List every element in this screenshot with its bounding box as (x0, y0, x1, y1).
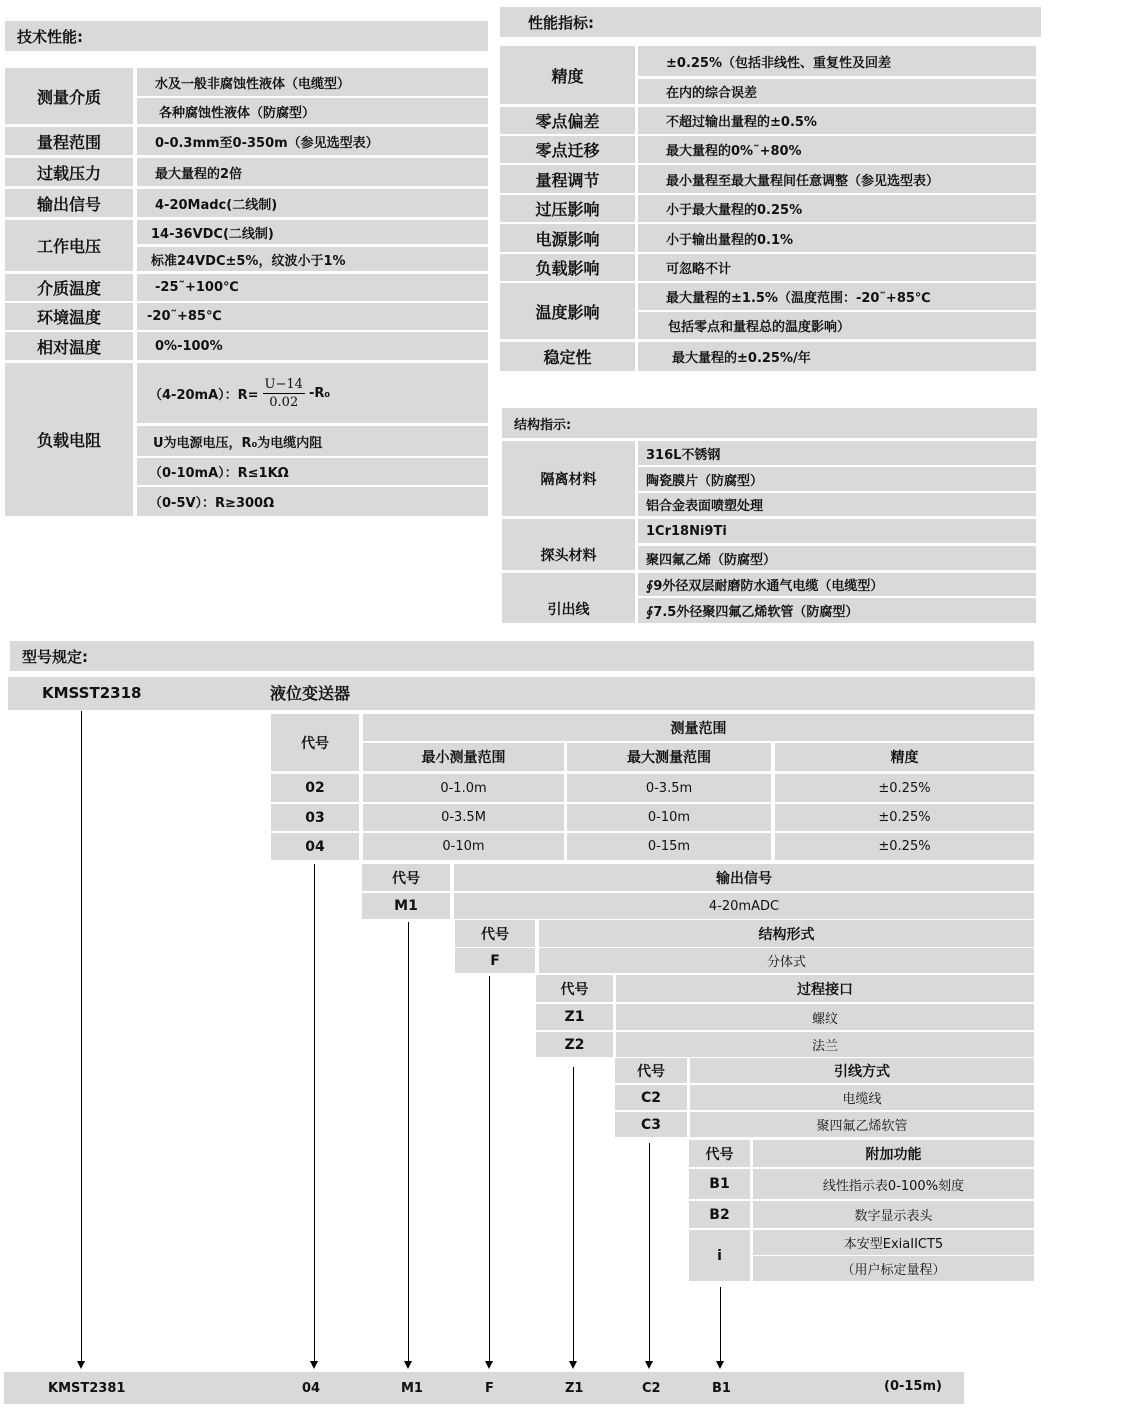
range-code-header: 代号 (271, 714, 359, 771)
tech-label: 介质温度 (5, 274, 133, 301)
perf-label: 温度影响 (500, 283, 635, 339)
tech-label: 测量介质 (5, 68, 133, 124)
tech-title: 技术性能: (5, 21, 488, 51)
extra-code: B2 (689, 1201, 750, 1228)
connector-line (720, 1287, 721, 1361)
process-code-header: 代号 (536, 975, 613, 1002)
model-code: KMSST2318 (42, 684, 142, 702)
formula-denominator: 0.02 (269, 394, 299, 410)
struct-value: 聚四氟乙烯（防腐型） (638, 546, 1036, 570)
arrow-icon (310, 1361, 318, 1369)
arrow-icon (645, 1361, 653, 1369)
struct-value: 铝合金表面喷塑处理 (638, 493, 1036, 516)
perf-label: 稳定性 (500, 342, 635, 371)
tech-label: 环境温度 (5, 303, 133, 330)
perf-value: 最大量程的±0.25%/年 (638, 342, 1036, 371)
range-code: 04 (271, 833, 359, 860)
tech-value: 0%-100% (137, 332, 488, 360)
connector-line (81, 711, 82, 1361)
extra-value-note: （用户标定量程） (753, 1256, 1034, 1281)
formula-prefix: （4-20mA）：R= (149, 387, 259, 403)
range-acc: ±0.25% (775, 833, 1034, 860)
model-name: 液位变送器 (270, 684, 351, 703)
perf-value: 最大量程的±1.5%（温度范围：-20˜+85℃ (638, 283, 1036, 310)
range-max: 0-15m (567, 833, 771, 860)
range-min: 0-10m (363, 833, 564, 860)
tech-value: -20˜+85℃ (137, 303, 488, 330)
arrow-icon (404, 1361, 412, 1369)
perf-title: 性能指标: (500, 7, 1041, 37)
struct-label: 隔离材料 (502, 441, 635, 516)
range-col-header: 最小测量范围 (363, 743, 564, 771)
output-code-header: 代号 (362, 864, 450, 891)
lead-value: 聚四氟乙烯软管 (690, 1112, 1034, 1137)
struct-value: 陶瓷膜片（防腐型） (638, 467, 1036, 491)
range-min: 0-3.5M (363, 804, 564, 831)
structure-code-header: 代号 (455, 920, 535, 947)
load-label: 负载电阻 (5, 363, 133, 516)
tech-label: 相对温度 (5, 332, 133, 360)
example-part: Z1 (565, 1381, 584, 1396)
struct-value: 316L不锈钢 (638, 441, 1036, 465)
perf-value: ±0.25%（包括非线性、重复性及回差 (638, 46, 1036, 76)
extra-value: 数字显示表头 (753, 1201, 1034, 1228)
arrow-icon (485, 1361, 493, 1369)
tech-value: 14-36VDC(二线制) (137, 220, 488, 244)
perf-label: 负载影响 (500, 254, 635, 281)
perf-label: 精度 (500, 46, 635, 104)
lead-header: 引线方式 (690, 1058, 1034, 1083)
perf-value: 在内的综合误差 (638, 79, 1036, 104)
perf-label: 零点偏差 (500, 107, 635, 134)
range-code: 03 (271, 804, 359, 831)
lead-code: C2 (615, 1085, 687, 1110)
model-title: 型号规定: (10, 641, 1034, 671)
load-note: U为电源电压，R₀为电缆内阻 (137, 426, 488, 456)
perf-value: 最大量程的0%˜+80% (638, 136, 1036, 163)
perf-label: 过压影响 (500, 195, 635, 222)
struct-title: 结构指示: (502, 408, 1037, 438)
lead-value: 电缆线 (690, 1085, 1034, 1110)
output-code: M1 (362, 893, 450, 919)
structure-value: 分体式 (539, 948, 1034, 973)
perf-value: 小于输出量程的0.1% (638, 224, 1036, 252)
lead-code-header: 代号 (615, 1058, 687, 1083)
formula-suffix: -R₀ (308, 385, 331, 401)
output-header: 输出信号 (454, 864, 1034, 891)
connector-line (573, 1067, 574, 1361)
range-col-header: 精度 (775, 743, 1034, 771)
perf-value: 包括零点和量程总的温度影响） (638, 312, 1036, 339)
tech-value: 最大量程的2倍 (137, 158, 488, 186)
range-max: 0-10m (567, 804, 771, 831)
connector-line (649, 1143, 650, 1361)
perf-label: 零点迁移 (500, 136, 635, 163)
extra-value: 线性指示表0-100%刻度 (753, 1169, 1034, 1199)
range-group-header: 测量范围 (363, 714, 1034, 741)
example-range: (0-15m) (884, 1379, 942, 1394)
tech-label: 量程范围 (5, 127, 133, 155)
tech-value: 水及一般非腐蚀性液体（电缆型） (137, 68, 488, 96)
perf-label: 电源影响 (500, 224, 635, 252)
tech-value: 0-0.3mm至0-350m（参见选型表） (137, 127, 488, 155)
range-max: 0-3.5m (567, 774, 771, 802)
perf-value: 不超过输出量程的±0.5% (638, 107, 1036, 134)
lead-code: C3 (615, 1112, 687, 1137)
process-code: Z1 (536, 1004, 613, 1030)
example-part: 04 (302, 1381, 321, 1396)
process-value: 螺纹 (616, 1004, 1034, 1030)
range-code: 02 (271, 774, 359, 802)
formula-fraction (263, 377, 305, 410)
extra-code: B1 (689, 1169, 750, 1199)
connector-line (408, 922, 409, 1361)
tech-label: 过载压力 (5, 158, 133, 186)
struct-value: 1Cr18Ni9Ti (638, 519, 1036, 543)
range-col-header: 最大测量范围 (567, 743, 771, 771)
process-header: 过程接口 (616, 975, 1034, 1002)
perf-value: 小于最大量程的0.25% (638, 195, 1036, 222)
perf-value: 最小量程至最大量程间任意调整（参见选型表） (638, 165, 1036, 193)
tech-label: 输出信号 (5, 189, 133, 217)
range-acc: ±0.25% (775, 774, 1034, 802)
tech-value: 标准24VDC±5%，纹波小于1% (137, 247, 488, 271)
range-acc: ±0.25% (775, 804, 1034, 831)
struct-label: 探头材料 (502, 519, 635, 570)
arrow-icon (569, 1361, 577, 1369)
load-note: （0-10mA）：R≤1KΩ (137, 458, 488, 485)
structure-code: F (455, 948, 535, 973)
example-part: B1 (712, 1381, 731, 1396)
arrow-icon (77, 1361, 85, 1369)
connector-line (314, 864, 315, 1361)
perf-label: 量程调节 (500, 165, 635, 193)
tech-label: 工作电压 (5, 220, 133, 271)
process-value: 法兰 (616, 1032, 1034, 1057)
connector-line (489, 976, 490, 1361)
example-part: M1 (401, 1381, 423, 1396)
example-bar (4, 1372, 964, 1404)
tech-value: 4-20Madc(二线制) (137, 189, 488, 217)
load-note: （0-5V）：R≥300Ω (137, 487, 488, 516)
example-part: C2 (642, 1381, 661, 1396)
example-code: KMST2381 (48, 1381, 126, 1396)
perf-value: 可忽略不计 (638, 254, 1036, 281)
struct-value: ∮7.5外径聚四氟乙烯软管（防腐型） (638, 598, 1036, 623)
extra-code: i (689, 1230, 750, 1281)
extra-code-header: 代号 (689, 1140, 750, 1167)
model-header-bar (8, 677, 1035, 710)
arrow-icon (716, 1361, 724, 1369)
tech-value: 各种腐蚀性液体（防腐型） (137, 98, 488, 124)
load-formula (137, 363, 488, 423)
formula-numerator: U−14 (264, 376, 303, 392)
struct-label: 引出线 (502, 573, 635, 623)
output-value: 4-20mADC (454, 893, 1034, 919)
range-min: 0-1.0m (363, 774, 564, 802)
structure-header: 结构形式 (539, 920, 1034, 947)
example-part: F (485, 1381, 494, 1396)
process-code: Z2 (536, 1032, 613, 1057)
tech-value: -25˜+100℃ (137, 274, 488, 301)
extra-value: 本安型ExiaIICT5 (753, 1230, 1034, 1255)
extra-header: 附加功能 (753, 1140, 1034, 1167)
struct-value: ∮9外径双层耐磨防水通气电缆（电缆型） (638, 573, 1036, 596)
